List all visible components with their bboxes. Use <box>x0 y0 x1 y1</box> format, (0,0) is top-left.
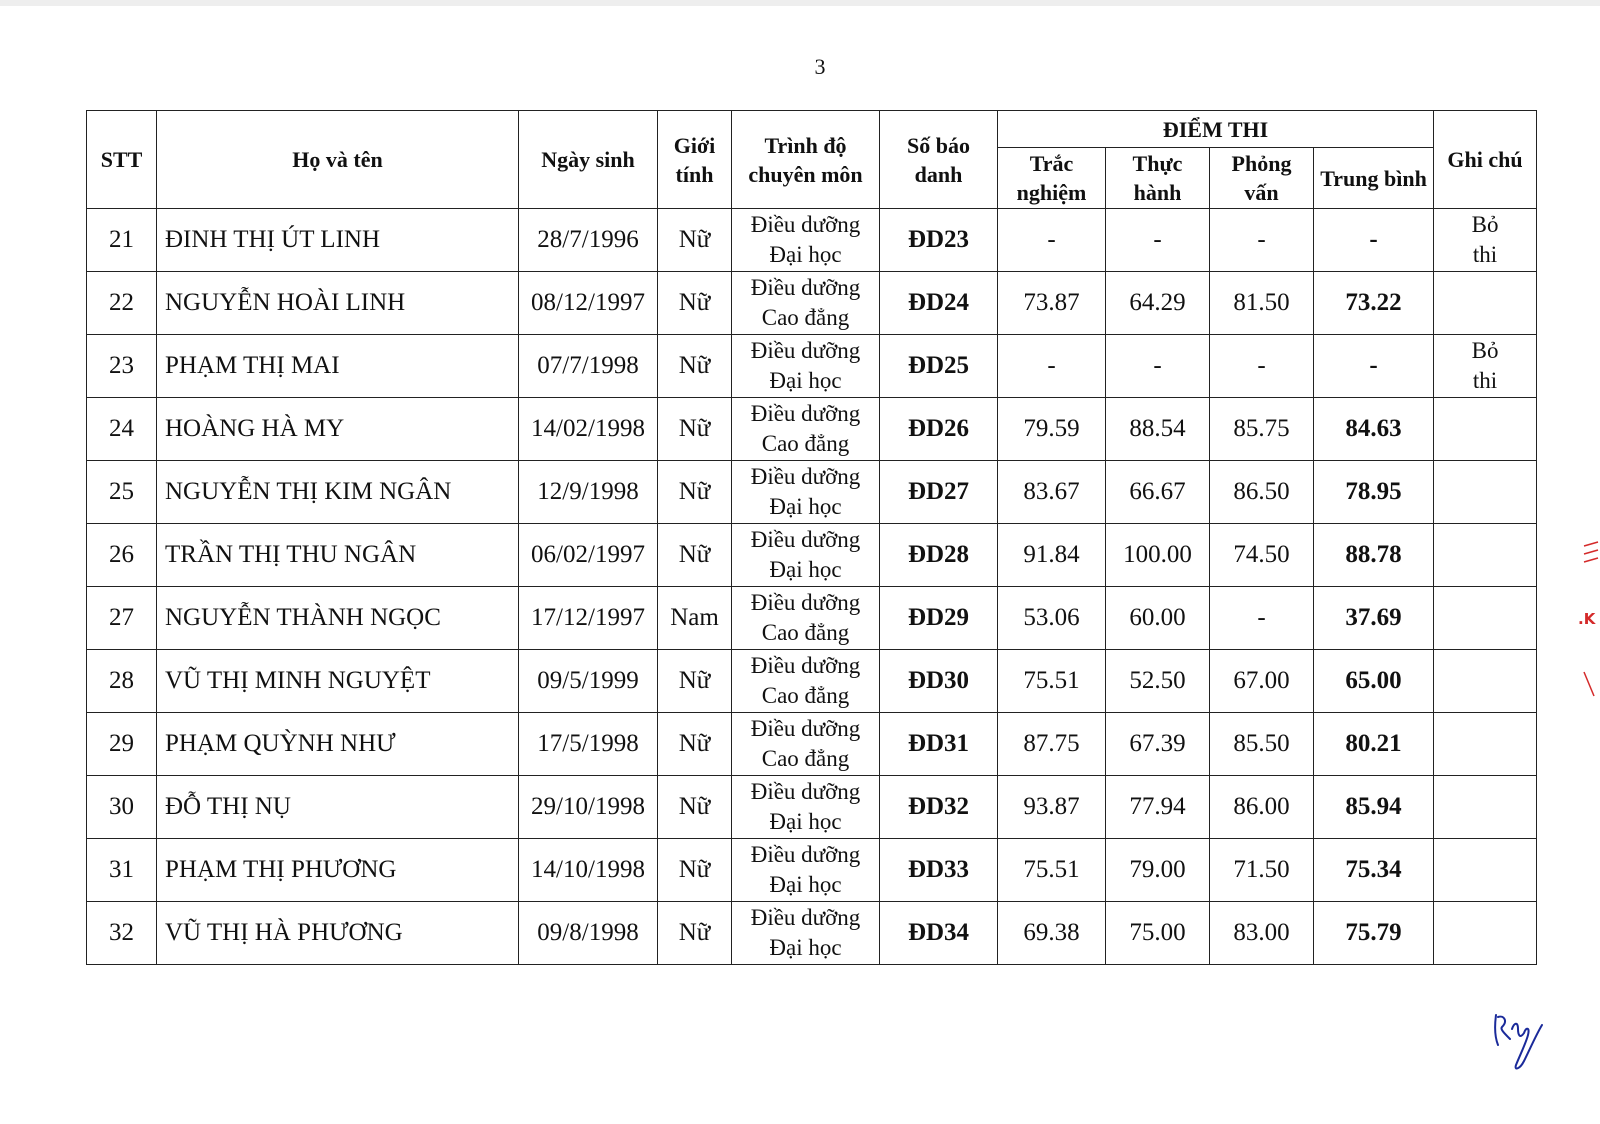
cell-note-line-2: thi <box>1472 368 1498 393</box>
cell-interview: 85.75 <box>1210 398 1314 461</box>
cell-dob: 07/7/1998 <box>519 335 658 398</box>
cell-dob: 17/12/1997 <box>519 587 658 650</box>
cell-level <box>732 713 880 776</box>
cell-note <box>1434 335 1537 398</box>
cell-practical: 60.00 <box>1106 587 1210 650</box>
cell-practical: - <box>1106 209 1210 272</box>
cell-level-line-2: Đại học <box>769 935 842 960</box>
cell-interview: - <box>1210 587 1314 650</box>
cell-level-line-2: Đại học <box>769 872 842 897</box>
table-header <box>87 111 1537 209</box>
cell-name: ĐỖ THỊ NỤ <box>157 776 519 839</box>
cell-dob: 12/9/1998 <box>519 461 658 524</box>
cell-practical: 67.39 <box>1106 713 1210 776</box>
cell-sbd: ĐD26 <box>880 398 998 461</box>
header-interview: Phỏng vấn <box>1210 148 1314 209</box>
cell-gender: Nữ <box>658 524 732 587</box>
cell-gender: Nam <box>658 587 732 650</box>
table-row <box>87 335 1537 398</box>
cell-note <box>1434 713 1537 776</box>
header-gender: Giới tính <box>658 111 732 209</box>
cell-level <box>732 335 880 398</box>
table-row <box>87 398 1537 461</box>
cell-level-line-2: Đại học <box>769 242 842 267</box>
cell-level <box>732 839 880 902</box>
cell-note-line-1: Bỏ <box>1471 338 1499 363</box>
cell-level <box>732 209 880 272</box>
cell-note-line-2: thi <box>1472 242 1498 267</box>
cell-practical: 66.67 <box>1106 461 1210 524</box>
cell-average: 73.22 <box>1314 272 1434 335</box>
cell-note <box>1434 902 1537 965</box>
cell-written: - <box>998 335 1106 398</box>
cell-written: 73.87 <box>998 272 1106 335</box>
cell-name: VŨ THỊ HÀ PHƯƠNG <box>157 902 519 965</box>
cell-practical: 88.54 <box>1106 398 1210 461</box>
cell-written: 75.51 <box>998 839 1106 902</box>
cell-sbd: ĐD24 <box>880 272 998 335</box>
cell-sbd: ĐD31 <box>880 713 998 776</box>
cell-average: 80.21 <box>1314 713 1434 776</box>
table-row <box>87 902 1537 965</box>
results-table <box>86 110 1537 965</box>
cell-average: - <box>1314 209 1434 272</box>
cell-name: NGUYỄN THỊ KIM NGÂN <box>157 461 519 524</box>
cell-dob: 09/5/1999 <box>519 650 658 713</box>
table-row <box>87 461 1537 524</box>
cell-gender: Nữ <box>658 461 732 524</box>
cell-name: PHẠM THỊ MAI <box>157 335 519 398</box>
cell-written: 91.84 <box>998 524 1106 587</box>
cell-sbd: ĐD34 <box>880 902 998 965</box>
cell-note <box>1434 209 1537 272</box>
cell-gender: Nữ <box>658 272 732 335</box>
cell-stt: 29 <box>87 713 157 776</box>
cell-dob: 28/7/1996 <box>519 209 658 272</box>
cell-stt: 25 <box>87 461 157 524</box>
cell-level <box>732 524 880 587</box>
cell-name: PHẠM THỊ PHƯƠNG <box>157 839 519 902</box>
table-row <box>87 524 1537 587</box>
cell-level-line-2: Cao đẳng <box>761 620 850 645</box>
cell-level-line-2: Đại học <box>769 494 842 519</box>
cell-written: 83.67 <box>998 461 1106 524</box>
cell-gender: Nữ <box>658 839 732 902</box>
handwritten-signature <box>1490 1005 1570 1080</box>
cell-stt: 28 <box>87 650 157 713</box>
cell-name: NGUYỄN THÀNH NGỌC <box>157 587 519 650</box>
cell-level-line-1: Điều dưỡng <box>750 590 861 615</box>
cell-practical: 52.50 <box>1106 650 1210 713</box>
stamp-arc <box>1580 670 1598 704</box>
cell-average: 75.34 <box>1314 839 1434 902</box>
cell-level-line-1: Điều dưỡng <box>750 275 861 300</box>
cell-stt: 24 <box>87 398 157 461</box>
cell-gender: Nữ <box>658 776 732 839</box>
header-level: Trình độ chuyên môn <box>732 111 880 209</box>
cell-stt: 32 <box>87 902 157 965</box>
cell-level-line-1: Điều dưỡng <box>750 842 861 867</box>
header-name: Họ và tên <box>157 111 519 209</box>
cell-level-line-1: Điều dưỡng <box>750 464 861 489</box>
cell-interview: 83.00 <box>1210 902 1314 965</box>
header-written: Trắc nghiệm <box>998 148 1106 209</box>
stamp-fragment: .K <box>1578 610 1596 628</box>
cell-note <box>1434 587 1537 650</box>
cell-level-line-1: Điều dưỡng <box>750 716 861 741</box>
cell-level <box>732 776 880 839</box>
cell-sbd: ĐD27 <box>880 461 998 524</box>
cell-dob: 09/8/1998 <box>519 902 658 965</box>
header-dob: Ngày sinh <box>519 111 658 209</box>
cell-written: 75.51 <box>998 650 1106 713</box>
cell-gender: Nữ <box>658 398 732 461</box>
cell-interview: 81.50 <box>1210 272 1314 335</box>
cell-stt: 22 <box>87 272 157 335</box>
cell-level <box>732 398 880 461</box>
cell-note-line-1: Bỏ <box>1471 212 1499 237</box>
scan-edge <box>0 0 1600 6</box>
cell-name: VŨ THỊ MINH NGUYỆT <box>157 650 519 713</box>
cell-name: PHẠM QUỲNH NHƯ <box>157 713 519 776</box>
table-row <box>87 209 1537 272</box>
cell-gender: Nữ <box>658 713 732 776</box>
cell-level <box>732 272 880 335</box>
cell-level-line-1: Điều dưỡng <box>750 779 861 804</box>
cell-interview: - <box>1210 335 1314 398</box>
cell-written: 93.87 <box>998 776 1106 839</box>
cell-level-line-2: Đại học <box>769 557 842 582</box>
cell-level-line-2: Đại học <box>769 809 842 834</box>
cell-note <box>1434 524 1537 587</box>
cell-name: NGUYỄN HOÀI LINH <box>157 272 519 335</box>
cell-written: 79.59 <box>998 398 1106 461</box>
cell-stt: 21 <box>87 209 157 272</box>
cell-stt: 27 <box>87 587 157 650</box>
cell-practical: 75.00 <box>1106 902 1210 965</box>
cell-written: 53.06 <box>998 587 1106 650</box>
cell-level <box>732 587 880 650</box>
cell-stt: 26 <box>87 524 157 587</box>
page-number: 3 <box>814 54 826 79</box>
table-row <box>87 587 1537 650</box>
cell-interview: 74.50 <box>1210 524 1314 587</box>
cell-stt: 31 <box>87 839 157 902</box>
cell-practical: - <box>1106 335 1210 398</box>
stamp-lines <box>1582 538 1600 602</box>
cell-average: - <box>1314 335 1434 398</box>
cell-sbd: ĐD23 <box>880 209 998 272</box>
cell-level-line-2: Cao đẳng <box>761 305 850 330</box>
header-note: Ghi chú <box>1434 111 1537 209</box>
cell-dob: 29/10/1998 <box>519 776 658 839</box>
cell-stt: 30 <box>87 776 157 839</box>
cell-gender: Nữ <box>658 902 732 965</box>
table-row <box>87 650 1537 713</box>
table-body <box>87 209 1537 965</box>
cell-name: TRẦN THỊ THU NGÂN <box>157 524 519 587</box>
cell-average: 75.79 <box>1314 902 1434 965</box>
table-row <box>87 713 1537 776</box>
cell-written: - <box>998 209 1106 272</box>
cell-interview: - <box>1210 209 1314 272</box>
header-stt: STT <box>87 111 157 209</box>
cell-average: 85.94 <box>1314 776 1434 839</box>
cell-stt: 23 <box>87 335 157 398</box>
cell-practical: 64.29 <box>1106 272 1210 335</box>
cell-written: 87.75 <box>998 713 1106 776</box>
cell-dob: 14/02/1998 <box>519 398 658 461</box>
cell-note <box>1434 461 1537 524</box>
cell-level-line-1: Điều dưỡng <box>750 338 861 363</box>
cell-name: HOÀNG HÀ MY <box>157 398 519 461</box>
header-practical: Thực hành <box>1106 148 1210 209</box>
cell-level-line-2: Cao đẳng <box>761 746 850 771</box>
cell-practical: 77.94 <box>1106 776 1210 839</box>
cell-gender: Nữ <box>658 335 732 398</box>
cell-level <box>732 650 880 713</box>
cell-level-line-2: Đại học <box>769 368 842 393</box>
cell-level-line-2: Cao đẳng <box>761 431 850 456</box>
cell-note <box>1434 272 1537 335</box>
cell-note <box>1434 839 1537 902</box>
cell-written: 69.38 <box>998 902 1106 965</box>
cell-sbd: ĐD30 <box>880 650 998 713</box>
cell-interview: 86.00 <box>1210 776 1314 839</box>
cell-practical: 79.00 <box>1106 839 1210 902</box>
cell-level-line-1: Điều dưỡng <box>750 527 861 552</box>
cell-name: ĐINH THỊ ÚT LINH <box>157 209 519 272</box>
cell-level <box>732 461 880 524</box>
cell-interview: 71.50 <box>1210 839 1314 902</box>
cell-average: 37.69 <box>1314 587 1434 650</box>
cell-gender: Nữ <box>658 650 732 713</box>
cell-average: 78.95 <box>1314 461 1434 524</box>
cell-level <box>732 902 880 965</box>
cell-average: 84.63 <box>1314 398 1434 461</box>
cell-interview: 85.50 <box>1210 713 1314 776</box>
cell-interview: 67.00 <box>1210 650 1314 713</box>
cell-level-line-1: Điều dưỡng <box>750 212 861 237</box>
header-scores-group: ĐIỂM THI <box>998 111 1434 148</box>
cell-sbd: ĐD33 <box>880 839 998 902</box>
cell-level-line-1: Điều dưỡng <box>750 905 861 930</box>
header-average: Trung bình <box>1314 148 1434 209</box>
cell-sbd: ĐD25 <box>880 335 998 398</box>
cell-dob: 06/02/1997 <box>519 524 658 587</box>
table-row <box>87 839 1537 902</box>
table-row <box>87 272 1537 335</box>
cell-sbd: ĐD29 <box>880 587 998 650</box>
cell-level-line-1: Điều dưỡng <box>750 653 861 678</box>
cell-note <box>1434 776 1537 839</box>
cell-sbd: ĐD28 <box>880 524 998 587</box>
cell-note <box>1434 650 1537 713</box>
cell-dob: 08/12/1997 <box>519 272 658 335</box>
cell-practical: 100.00 <box>1106 524 1210 587</box>
cell-dob: 17/5/1998 <box>519 713 658 776</box>
cell-average: 88.78 <box>1314 524 1434 587</box>
cell-sbd: ĐD32 <box>880 776 998 839</box>
table-row <box>87 776 1537 839</box>
cell-gender: Nữ <box>658 209 732 272</box>
header-sbd: Số báo danh <box>880 111 998 209</box>
cell-level-line-1: Điều dưỡng <box>750 401 861 426</box>
cell-dob: 14/10/1998 <box>519 839 658 902</box>
cell-interview: 86.50 <box>1210 461 1314 524</box>
cell-average: 65.00 <box>1314 650 1434 713</box>
cell-note <box>1434 398 1537 461</box>
cell-level-line-2: Cao đẳng <box>761 683 850 708</box>
